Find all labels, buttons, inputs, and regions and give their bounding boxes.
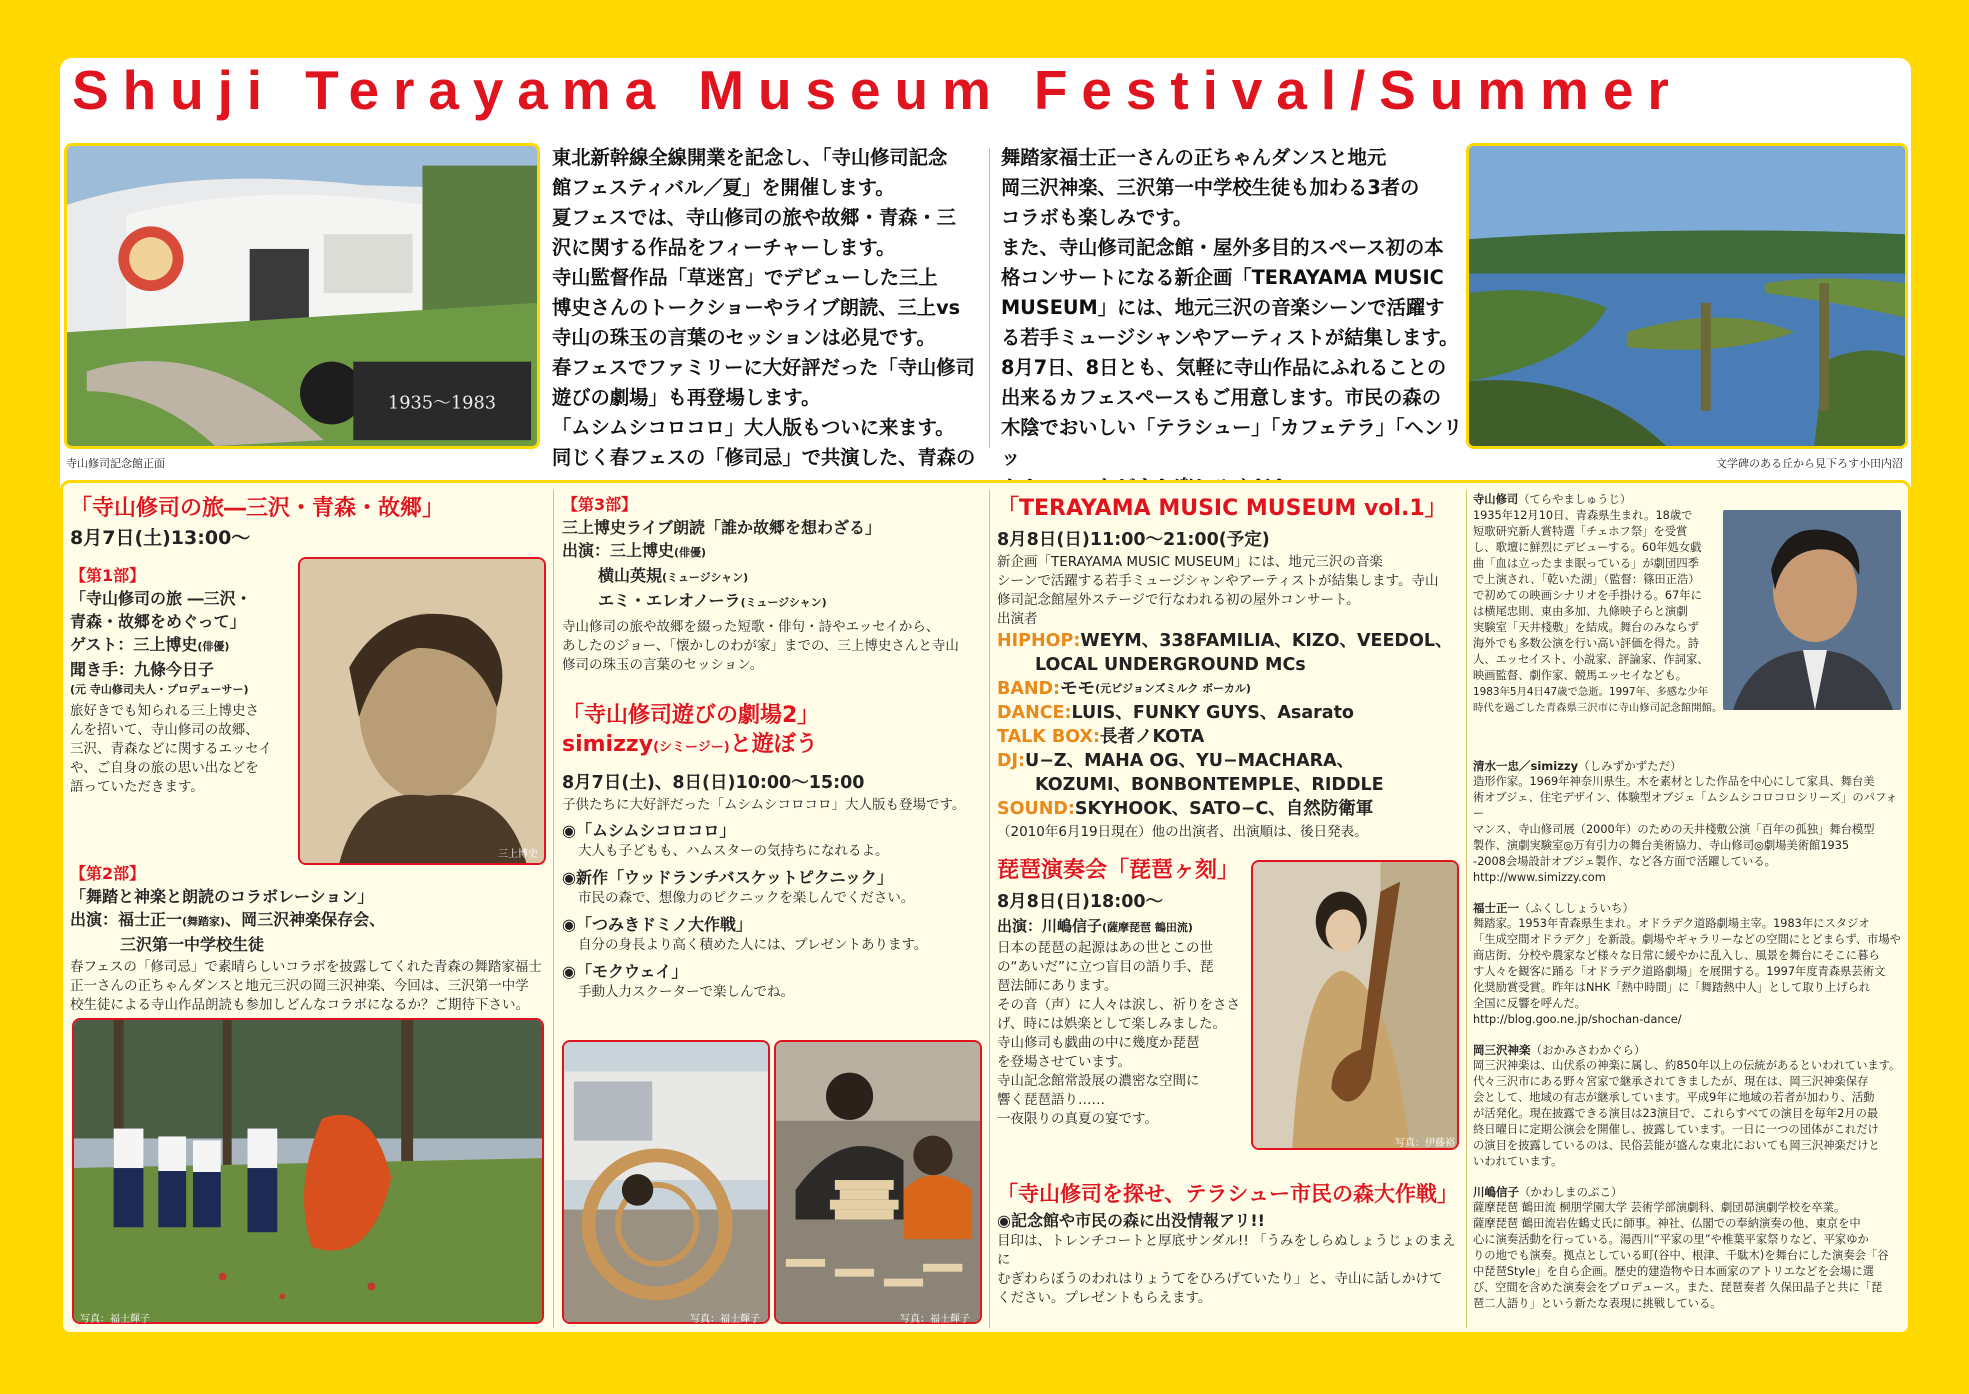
desc-line: や、ご自身の旅の思い出などを (70, 760, 259, 776)
biwa-cast: 出演：川嶋信子 (997, 917, 1103, 935)
lake-photo (1466, 143, 1908, 449)
bio-line: -2008会場設計オブジェ製作、など各方面で活躍している。 (1473, 855, 1776, 868)
part-label: 【第2部】 (70, 864, 146, 883)
bio-line: 術オブジェ、住宅デザイン、体験型オブジェ「ムシムシコロコロシリーズ」のパフォー (1473, 791, 1897, 820)
lineup-acts: SKYHOOK、SATO−C、自然防衛軍 (1074, 799, 1374, 819)
intro-left-line: 寺山監督作品「草迷宮」でデビューした三上 (552, 266, 938, 289)
desc-line: 春フェスの「修司忌」で素晴らしいコラボを披露してくれた青森の舞踏家福士 (70, 959, 542, 975)
lineup-acts: モモ (1060, 679, 1096, 699)
bio-line: 終日曜日に定期公演会を開催し、披露しています。一日に一つの団体がこれだけ (1473, 1123, 1879, 1136)
event-date: 8月7日(土)、8日(日)10:00〜15:00 (562, 773, 865, 793)
event-heading: と遊ぼう (729, 732, 818, 757)
intro-left-line: 夏フェスでは、寺山修司の旅や故郷・青森・三 (552, 206, 956, 229)
intro-left-line: 博史さんのトークショーやライブ朗読、三上vs (552, 296, 961, 319)
bio-line: 岡三沢神楽は、山伏系の神楽に属し、約850年以上の伝統があるといわれています。 (1473, 1059, 1901, 1072)
part-title: 「舞踏と神楽と朗読のコラボレーション」 (70, 887, 374, 906)
event-date: 8月7日(土)13:00〜 (70, 527, 251, 549)
event-heading: simizzy (562, 732, 654, 757)
kagura-photo-caption: 写真：福士輝子 (80, 1314, 150, 1325)
desc-line: 旅好きでも知られる三上博史さ (70, 703, 259, 719)
profiles-col (1473, 492, 1903, 1312)
item-title: ◉「ムシムシコロコロ」 (562, 821, 736, 840)
bio-line: 琶二人語り」という新たな表現に挑戦している。 (1473, 1297, 1722, 1310)
bio-line: 製作、演劇実験室◎万有引力の舞台美術協力、寺山修司◎劇場美術館1935 (1473, 839, 1850, 852)
biwa-photo (1251, 860, 1459, 1150)
play-photo-2 (774, 1040, 982, 1324)
item-desc: 手動人力スクーターで楽しんでね。 (578, 984, 794, 1000)
bio-line: し、歌壇に鮮烈にデビューする。60年処女戯 (1473, 541, 1702, 554)
bio-line: 代々三沢市にある野々宮家で継承されてきましたが、現在は、岡三沢神楽保存 (1473, 1075, 1869, 1088)
lineup-genre: BAND: (997, 679, 1061, 699)
intro-left-line: 春フェスでファミリーに大好評だった「寺山修司 (552, 356, 975, 379)
desc-line: むぎわらぼうのわれはりょうてをひろげていたり」と、寺山に話しかけて (997, 1271, 1443, 1287)
cast-role: (ミュージシャン) (662, 571, 749, 584)
desc-line: 寺山修司の旅や故郷を綴った短歌・俳句・詩やエッセイから、 (562, 619, 940, 635)
lineup-row (997, 701, 1462, 725)
desc-line: 寺山修司も戯曲の中に幾度か琵琶 (997, 1035, 1200, 1051)
profile-kana: （てらやましゅうじ） (1518, 493, 1632, 506)
intro-left-line: 寺山の珠玉の言葉のセッションは必見です。 (552, 326, 936, 349)
desc-line: その音（声）に人々は涙し、祈りをささ (997, 997, 1240, 1013)
terayama-portrait (1723, 510, 1901, 710)
museum-photo (64, 143, 540, 449)
event-heading: 「寺山修司遊びの劇場2」 (562, 703, 820, 728)
intro-left-line: 「ムシムシコロコロ」大人版もついに来ます。 (552, 416, 955, 439)
performers-role: (舞踏家) (182, 915, 226, 928)
cast-role: (ミュージシャン) (740, 596, 827, 609)
bio-line: 実験室「天井棧敷」を結成。舞台のみならず (1473, 621, 1699, 634)
interviewer: 聞き手：九條今日子 (70, 660, 215, 679)
interviewer-role: (元 寺山修司夫人・プロデューサー) (70, 683, 249, 696)
desc-line: を登場させています。 (997, 1054, 1131, 1070)
bio-line: 海外でも多数公演を行い高い評価を得た。詩 (1473, 637, 1699, 650)
bio-line: 薩摩琵琶 鶴田流岩佐鶴丈氏に師事。神社、仏閣での奉納演奏の他、東京を中 (1473, 1217, 1861, 1230)
play-note: 子供たちに大好評だった「ムシムシコロコロ」大人版も登場です。 (562, 797, 966, 813)
bio-line: 全国に反響を呼んだ。 (1473, 997, 1586, 1010)
item-desc: 市民の森で、想像力のピクニックを楽しんでください。 (578, 890, 915, 906)
desc-line: 修司記念館屋外ステージで行なわれる初の屋外コンサート。 (997, 592, 1360, 608)
museum-sign-text: 1935〜1983 (387, 393, 497, 414)
bio-line: りの地でも演奏。拠点としている町(谷中、根津、千駄木)を舞台にした演奏会「谷 (1473, 1249, 1889, 1262)
bio-line: 短歌研究新人賞特選「チェホフ祭」を受賞 (1473, 525, 1688, 538)
part-title: 青森・故郷をめぐって」 (70, 612, 246, 631)
performers-label: 出演者 (997, 611, 1038, 627)
bio-line: 1983年5月4日47歳で急逝。1997年、多感な少年 (1473, 686, 1709, 698)
intro-left-line: 遊びの劇場」も再登場します。 (552, 386, 821, 409)
bio-line: で初めての映画シナリオを手掛ける。67年に (1473, 589, 1702, 602)
desc-line: 目印は、トレンチコートと厚底サンダル!! 「うみをしらぬしょうじょのまえに (997, 1233, 1456, 1268)
desc-line: 一夜限りの真夏の宴です。 (997, 1111, 1158, 1127)
simizzy-link[interactable]: http://www.simizzy.com (1473, 871, 1606, 884)
bio-line: 1935年12月10日、青森県生まれ。18歳で (1473, 509, 1693, 522)
play-photo-1-caption: 写真：福士輝子 (690, 1314, 760, 1325)
intro-left-line: 館フェスティバル／夏」を開催します。 (552, 176, 895, 199)
bio-line: 人、エッセイスト、小説家、評論家、作詞家、 (1473, 653, 1709, 666)
terayama-profile (1473, 492, 1903, 732)
profile-name: 清水一忠／simizzy (1473, 759, 1579, 773)
museum-photo-caption: 寺山修司記念館正面 (66, 457, 165, 470)
part1-block (70, 565, 548, 860)
lineup-acts: U−Z、MAHA OG、YU−MACHARA、 (1025, 751, 1355, 771)
cast: 出演：三上博史 (562, 541, 675, 560)
lineup-genre: DJ: (997, 751, 1026, 771)
event-heading: 琵琶演奏会「琵琶ヶ刻」 (997, 858, 1240, 883)
event-heading: 「寺山修司の旅―三沢・青森・故郷」 (70, 496, 445, 521)
desc-line: 寺山記念館常設展の濃密な空間に (997, 1073, 1200, 1089)
desc-line: んを招いて、寺山修司の故郷、 (70, 722, 259, 738)
play-photo-1 (562, 1040, 770, 1324)
part-title: 「寺山修司の旅 ―三沢・ (70, 589, 252, 608)
bio-line: 時代を過ごした青森県三沢市に寺山修司記念館開館。 (1473, 702, 1723, 714)
item-desc: 自分の身長より高く積めた人には、プレゼントあります。 (578, 937, 928, 953)
intro-right-line: コラボも楽しみです。 (1001, 206, 1193, 229)
bio-line: す人々を観客に踊る「オドラデク道路劇場」を展開する。1997年度青森県芸術文 (1473, 965, 1886, 978)
desc-line: あしたのジョー、「懐かしのわが家」までの、三上博史さんと寺山 (562, 638, 959, 654)
intro-right-line: 格コンサートになる新企画「TERAYAMA MUSIC (1001, 266, 1444, 289)
profile-name: 寺山修司 (1473, 493, 1519, 506)
intro-right-line: また、寺山修司記念館・屋外多目的スペース初の本 (1001, 236, 1444, 259)
intro-divider (989, 148, 990, 448)
lineup-acts-cont: KOZUMI、BONBONTEMPLE、RIDDLE (1035, 775, 1384, 795)
profile-name: 岡三沢神楽 (1473, 1043, 1531, 1057)
search-sub: ◉記念館や市民の森に出没情報アリ!! (997, 1211, 1265, 1230)
guest-role: (俳優) (197, 640, 230, 653)
performers-cont: 、岡三沢神楽保存会、 (225, 910, 386, 929)
lineup-genre: SOUND: (997, 799, 1075, 819)
bio-line: 曲「血は立ったまま眠っている」が劇団四季 (1473, 557, 1699, 570)
profile-kana: （ふくししょういち） (1519, 901, 1634, 915)
bio-line: マンス、寺山修司展（2000年）のための天井棧敷公演「百年の孤独」舞台模型 (1473, 823, 1875, 836)
bio-line: 薩摩琵琶 鶴田流 桐朋学園大学 芸術学部演劇科、劇団昴演劇学校を卒業。 (1473, 1201, 1846, 1214)
intro-left (552, 143, 982, 473)
item-title: ◉「モクウェイ」 (562, 962, 688, 981)
performers: 出演：福士正一 (70, 910, 183, 929)
biwa-cast-role: (薩摩琵琶 鶴田流) (1102, 921, 1193, 934)
intro-left-line: 沢に関する作品をフィーチャーします。 (552, 236, 896, 259)
play-photo-2-caption: 写真：福士輝子 (900, 1314, 970, 1325)
bio-line: 造形作家。1969年神奈川県生。木を素材とした作品を中心にして家具、舞台美 (1473, 775, 1875, 788)
intro-right-line: 8月7日、8日とも、気軽に寺山作品にふれることの (1001, 356, 1447, 379)
desc-line: げ、時には娯楽として楽しみました。 (997, 1016, 1226, 1032)
intro-right-line: 舞踏家福士正一さんの正ちゃんダンスと地元 (1001, 146, 1387, 169)
desc-line: 響く琵琶語り…… (997, 1092, 1105, 1108)
part-title: 三上博史ライブ朗読「誰か故郷を想わざる」 (562, 518, 882, 537)
bio-line: 心に演奏活動を行っている。湯西川“平家の里”や椎葉平家祭りなど、平家ゆか (1473, 1233, 1869, 1246)
event-heading: 「寺山修司を探せ、テラシュー市民の森大作戦」 (997, 1182, 1458, 1206)
cast: エミ・エレオノーラ (598, 591, 741, 610)
item-title: ◉「つみきドミノ大作戦」 (562, 915, 752, 934)
bio-line: び、空間を含めた演奏会をプロデュース。また、琵琶奏者 久保田晶子と共に「琵 (1473, 1281, 1883, 1294)
col-divider-1 (553, 490, 554, 1328)
desc-line: 三沢、青森などに関するエッセイ (70, 741, 272, 757)
intro-left-line: 同じく春フェスの「修司忌」で共演した、青森の (552, 446, 976, 469)
intro-right-line: る若手ミュージシャンやアーティストが結集します。 (1001, 326, 1459, 349)
part-label: 【第3部】 (562, 495, 638, 514)
intro-left-line: 東北新幹線全線開業を記念し、「寺山修司記念 (552, 146, 948, 169)
mikami-photo (298, 557, 546, 865)
desc-line: 新企画「TERAYAMA MUSIC MUSEUM」には、地元三沢の音楽 (997, 554, 1383, 570)
event-date: 8月8日(日)18:00〜 (997, 892, 1164, 912)
desc-line: の“あいだ”に立つ盲目の語り手、琵 (997, 959, 1214, 975)
desc-line: 日本の琵琶の起源はあの世とこの世 (997, 940, 1213, 956)
profile-kana: （かわしまのぶこ） (1519, 1185, 1623, 1199)
fukushi-link[interactable]: http://blog.goo.ne.jp/shochan-dance/ (1473, 1013, 1682, 1026)
desc-line: ください。プレゼントもらえます。 (997, 1290, 1212, 1306)
lineup-note: (元ピジョンズミルク ボーカル) (1095, 682, 1251, 695)
col-divider-3 (1466, 490, 1467, 1328)
lake-photo-caption: 文学碑のある丘から見下ろす小田内沼 (1716, 457, 1903, 470)
part-label: 【第1部】 (70, 566, 146, 585)
intro-right (1001, 143, 1466, 503)
desc-line: 修司の珠玉の言葉のセッション。 (562, 657, 764, 673)
lineup-row (997, 725, 1462, 749)
lineup-row (997, 677, 1462, 701)
intro-right-line: 岡三沢神楽、三沢第一中学校生徒も加わる3者の (1001, 176, 1420, 199)
bio-line: 舞踏家。1953年青森県生まれ。オドラデク道路劇場主宰。1983年にスタジオ (1473, 917, 1870, 930)
kagura-photo (72, 1018, 544, 1324)
lineup-row (997, 797, 1462, 821)
profile-kana: （おかみさわかぐら） (1530, 1043, 1646, 1057)
profile-kana: （しみずかずただ） (1578, 759, 1682, 773)
cast: 横山英規 (598, 566, 663, 585)
bio-line: は横尾忠則、東由多加、九條映子らと演劇 (1473, 605, 1688, 618)
lineup-row (997, 629, 1462, 653)
desc-line: 校生徒による寺山作品朗読も参加しどんなコラボになるか？ご期待下さい。 (70, 997, 529, 1013)
intro-right-line: 木陰でおいしい「テラシュー」「カフェテラ」「ヘンリッ (1001, 416, 1463, 469)
bio-line: で上演され、「乾いた湖」（監督：篠田正浩） (1473, 573, 1700, 586)
profile-name: 福士正一 (1473, 901, 1519, 915)
desc-line: シーンで活躍する若手ミュージシャンやアーティストが結集します。寺山 (997, 573, 1439, 589)
col-divider-2 (989, 490, 990, 1328)
desc-line: 琶法師にあります。 (997, 978, 1118, 994)
intro-right-line: MUSEUM」には、地元三沢の音楽シーンで活躍す (1001, 296, 1445, 319)
lineup-acts-cont: LOCAL UNDERGROUND MCs (1035, 655, 1306, 675)
bio-line: 商店街、分校や農家など様々な日常に緩やかに乱入し、風景を舞台にそこに暮ら (1473, 949, 1880, 962)
guest: ゲスト：三上博史 (70, 635, 198, 654)
bio-line: 中琵琶Style」を自ら企画。歴史的建造物や日本画家のアトリエなどを会場に選 (1473, 1265, 1874, 1278)
desc-line: 正一さんの正ちゃんダンスと地元三沢の岡三沢神楽、今回は、三沢第一中学 (70, 978, 529, 994)
bio-line: いわれています。 (1473, 1155, 1563, 1168)
event-date: 8月8日(日)11:00〜21:00(予定) (997, 530, 1270, 550)
lineup-acts: WEYM、338FAMILIA、KIZO、VEEDOL、 (1080, 631, 1453, 651)
program-col-3 (997, 494, 1462, 1308)
program-col-1 (70, 494, 548, 1015)
performers-2: 三沢第一中学校生徒 (120, 935, 265, 954)
lineup-genre: HIPHOP: (997, 631, 1081, 651)
biwa-photo-caption: 写真：伊藤裕 (1395, 1138, 1455, 1149)
bio-line: 映画監督、劇作家、競馬エッセイなども。 (1473, 669, 1688, 682)
bio-line: 「生成空間オドラデク」を新設。劇場やギャラリーなどの空間にとどまらず、市場や (1473, 933, 1901, 946)
item-desc: 大人も子どもも、ハムスターの気持ちになれるよ。 (578, 843, 889, 859)
biwa-block (997, 856, 1462, 1166)
item-title: ◉新作「ウッドランチバスケットピクニック」 (562, 868, 893, 887)
bio-line: が活発化。現在披露できる演目は23演目で、これらすべての演目を毎年2月の最 (1473, 1107, 1879, 1120)
lineup-acts: LUIS、FUNKY GUYS、Asarato (1071, 703, 1354, 723)
intro-right-line: 出来るカフェスペースもご用意します。市民の森の (1001, 386, 1441, 409)
event-heading-kana: (シミージー) (653, 740, 730, 755)
desc-line: 語っていただきます。 (70, 779, 204, 795)
bio-line: 会として、地域の有志が継承しています。平成9年に地域の若者が加わり、活動 (1473, 1091, 1875, 1104)
bio-line: の演目を披露しているのは、民俗芸能が盛んな東北においても岡三沢神楽だけと (1473, 1139, 1880, 1152)
profile-name: 川嶋信子 (1473, 1185, 1519, 1199)
poster-title: Shuji Terayama Museum Festival/Summer (72, 59, 1683, 121)
lineup-genre: TALK BOX: (997, 727, 1101, 747)
event-heading: 「TERAYAMA MUSIC MUSEUM vol.1」 (997, 496, 1447, 521)
lineup-footnote: （2010年6月19日現在）他の出演者、出演順は、後日発表。 (997, 824, 1368, 840)
lineup-genre: DANCE: (997, 703, 1072, 723)
bio-line: 化奨励賞受賞。昨年はNHK「熱中時間」に「舞踏熱中人」として取り上げられ (1473, 981, 1871, 994)
lineup-row (997, 749, 1462, 773)
lineup-acts: 長者ノKOTA (1100, 727, 1205, 747)
program-col-2 (562, 494, 982, 1002)
mikami-photo-caption: 三上博史 (498, 849, 538, 860)
cast-role: (俳優) (674, 546, 707, 559)
